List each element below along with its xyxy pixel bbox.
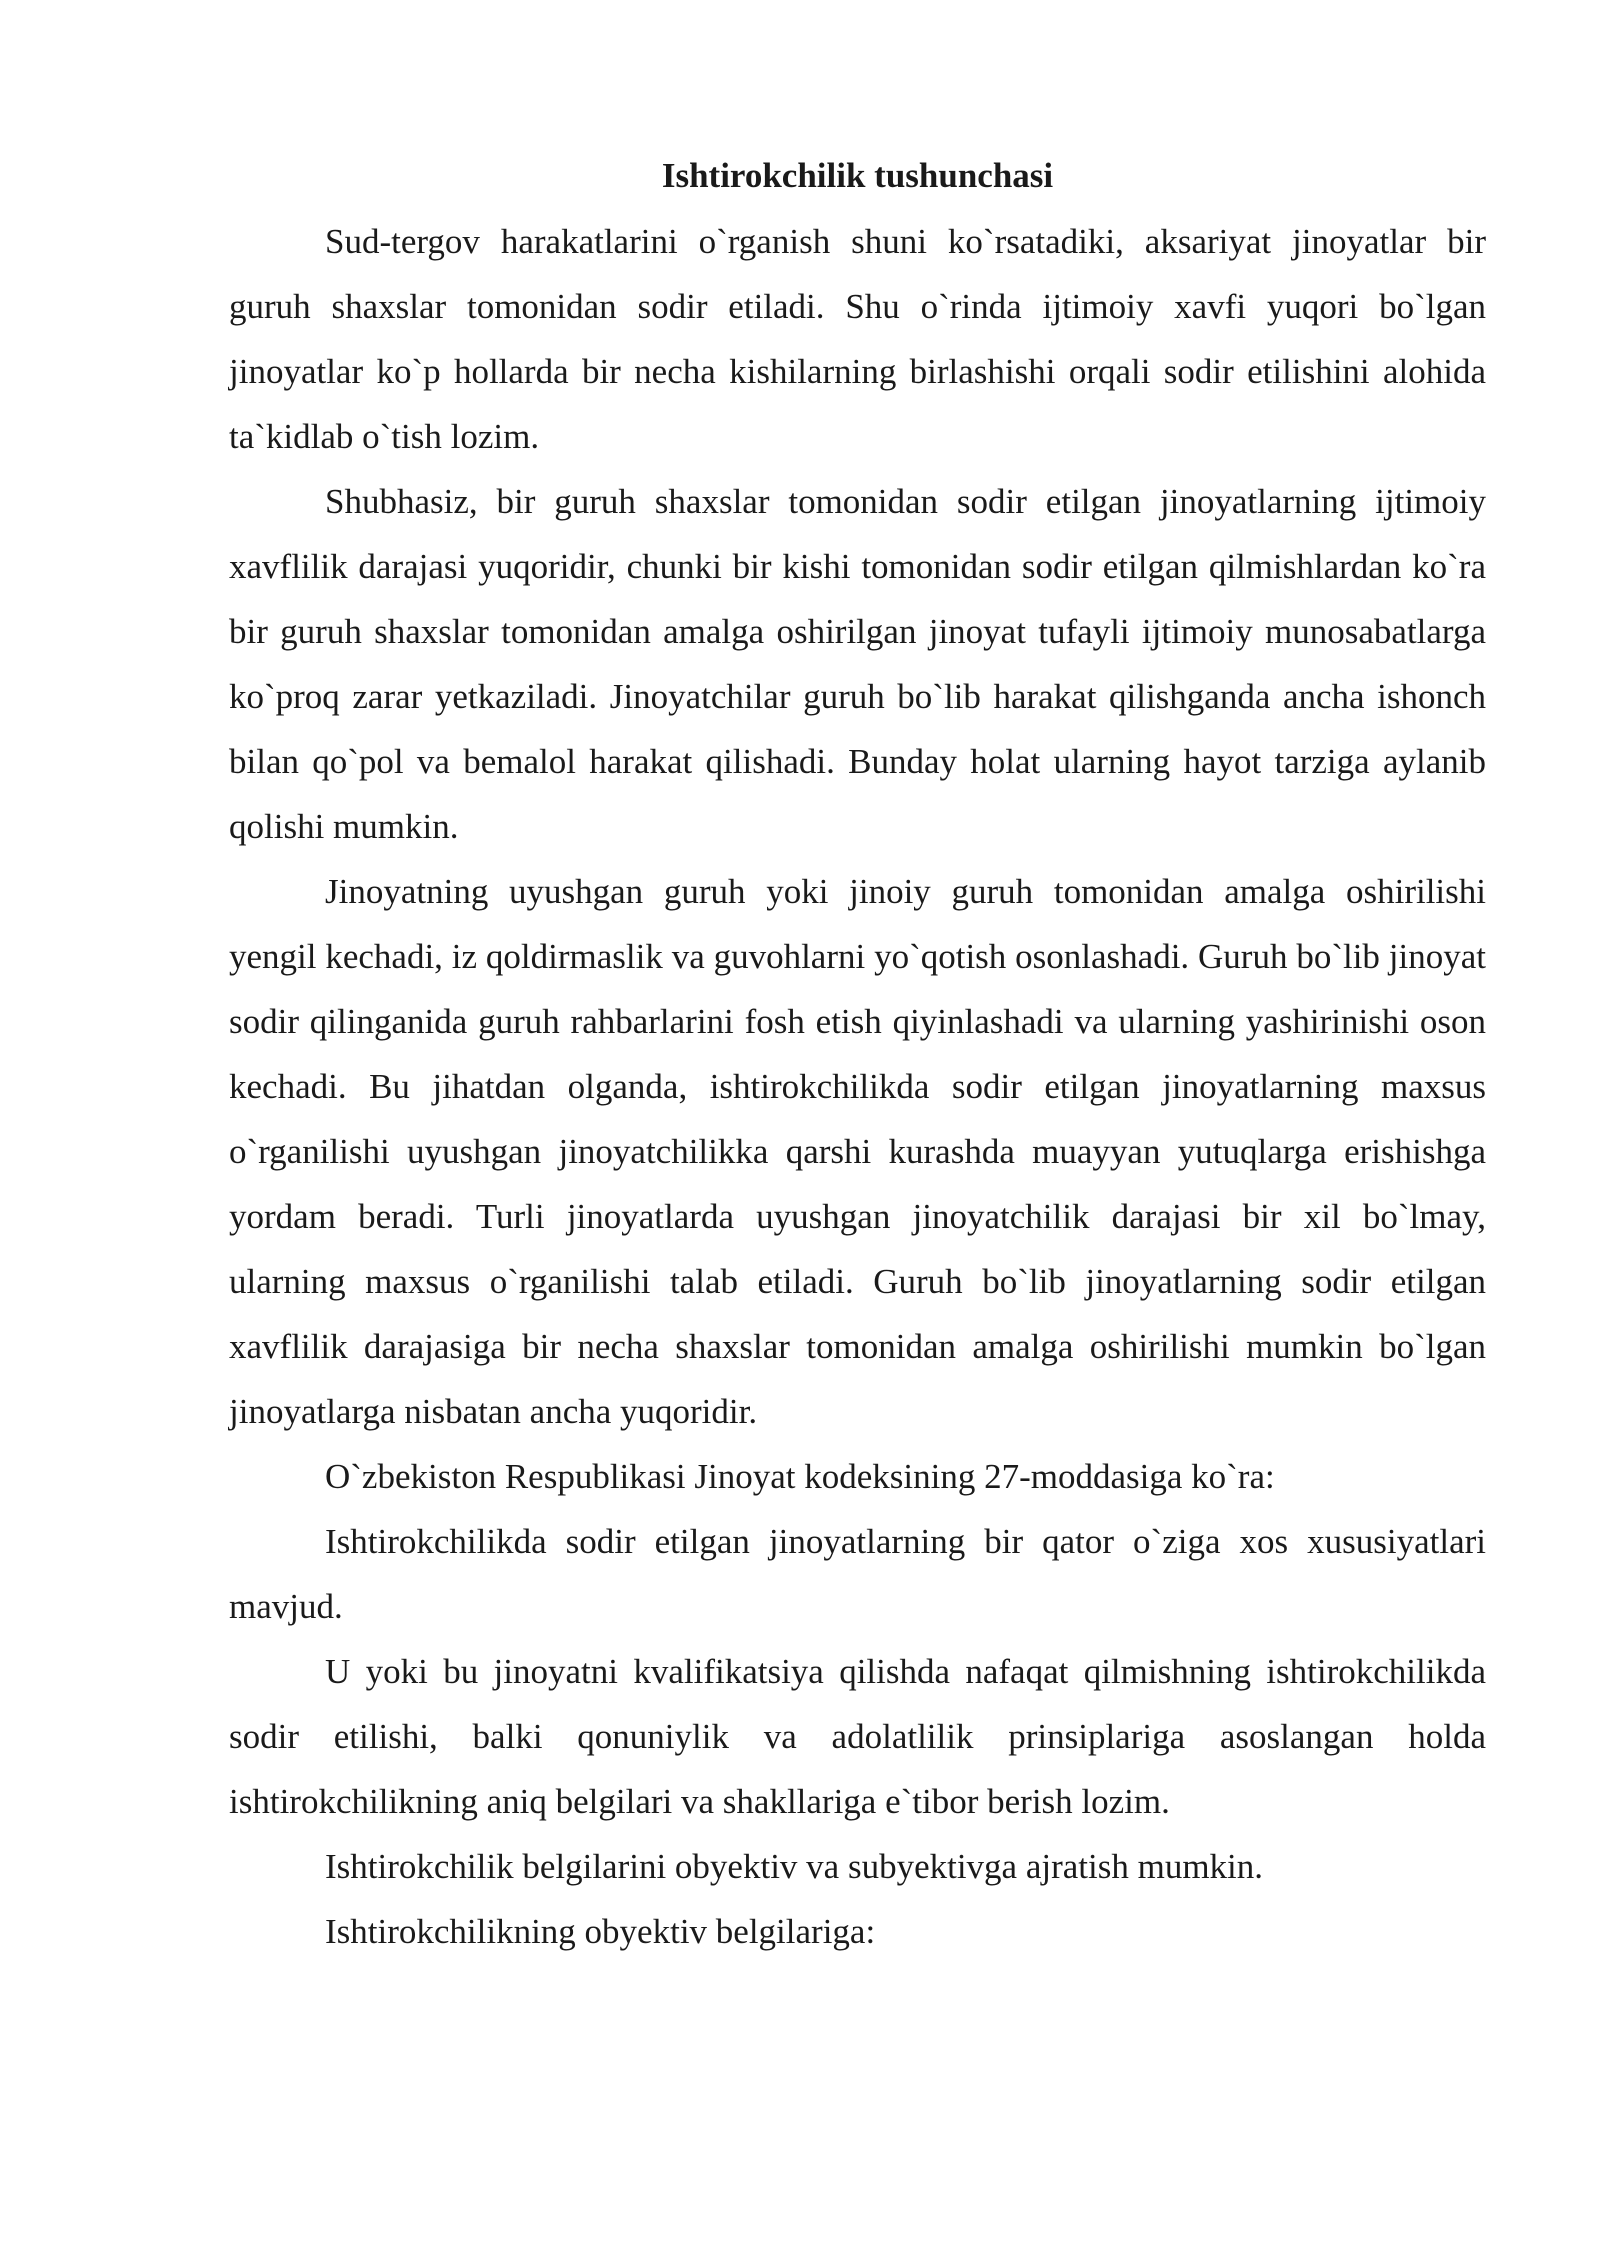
paragraph-4: O`zbekiston Respublikasi Jinoyat kodeksining 27-moddasiga ko`ra: <box>325 1457 1275 1496</box>
document-body <box>229 143 1486 1964</box>
page-title: Ishtirokchilik tushunchasi <box>661 156 1054 195</box>
paragraph-8: Ishtirokchilikning obyektiv belgilariga: <box>325 1912 876 1951</box>
paragraph-5: Ishtirokchilikda sodir etilgan jinoyatlarning bir qator o`ziga xos xususiyatlari mavjud. <box>229 1522 1486 1626</box>
paragraph-7: Ishtirokchilik belgilarini obyektiv va subyektivga ajratish mumkin. <box>325 1847 1264 1886</box>
paragraph-2: Shubhasiz, bir guruh shaxslar tomonidan sodir etilgan jinoyatlarning ijtimoiy xavflilik darajasi yuqoridir, chunki bir kishi tomonidan sodir etilgan qilmishlardan ko`ra bir guruh shaxslar tomonidan amalga oshirilgan jinoyat tufayli ijtimoiy munosabatlarga ko`proq zarar yetkaziladi. Jinoyatchilar guruh bo`lib harakat qilishganda ancha ishonch bilan qo`pol va bemalol harakat qilishadi. Bunday holat ularning hayot tarziga aylanib qolishi mumkin. <box>229 482 1486 846</box>
paragraph-6: U yoki bu jinoyatni kvalifikatsiya qilishda nafaqat qilmishning ishtirokchilikda sodir etilishi, balki qonuniylik va adolatlilik prinsiplariga asoslangan holda ishtirokchilikning aniq belgilari va shakllariga e`tibor berish lozim. <box>229 1652 1486 1821</box>
paragraph-3: Jinoyatning uyushgan guruh yoki jinoiy guruh tomonidan amalga oshirilishi yengil kechadi, iz qoldirmaslik va guvohlarni yo`qotish osonlashadi. Guruh bo`lib jinoyat sodir qilinganida guruh rahbarlarini fosh etish qiyinlashadi va ularning yashirinishi oson kechadi. Bu jihatdan olganda, ishtirokchilikda sodir etilgan jinoyatlarning maxsus o`rganilishi uyushgan jinoyatchilikka qarshi kurashda muayyan yutuqlarga erishishga yordam beradi. Turli jinoyatlarda uyushgan jinoyatchilik darajasi bir xil bo`lmay, ularning maxsus o`rganilishi talab etiladi. Guruh bo`lib jinoyatlarning sodir etilgan xavflilik darajasiga bir necha shaxslar tomonidan amalga oshirilishi mumkin bo`lgan jinoyatlarga nisbatan ancha yuqoridir. <box>229 872 1486 1431</box>
paragraph-1: Sud-tergov harakatlarini o`rganish shuni ko`rsatadiki, aksariyat jinoyatlar bir guruh shaxslar tomonidan sodir etiladi. Shu o`rinda ijtimoiy xavfi yuqori bo`lgan jinoyatlar ko`p hollarda bir necha kishilarning birlashishi orqali sodir etilishini alohida ta`kidlab o`tish lozim. <box>229 222 1486 456</box>
